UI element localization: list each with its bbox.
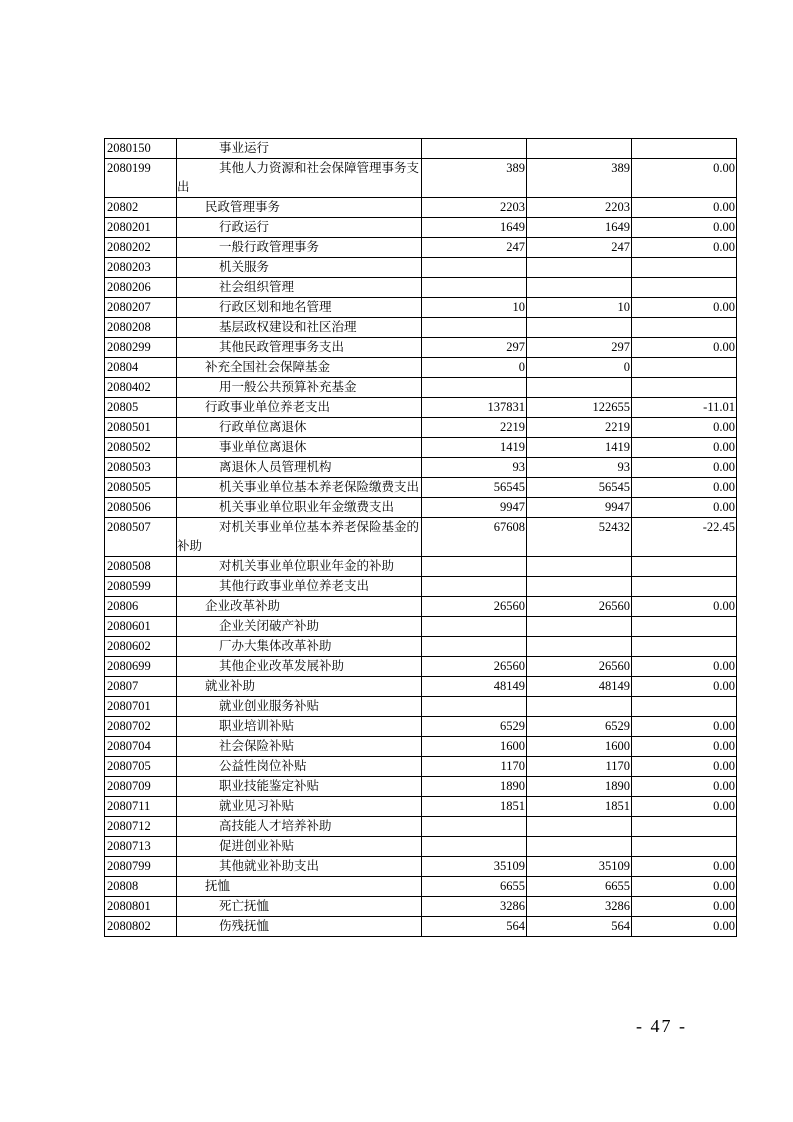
row-change: 0.00: [632, 198, 737, 218]
row-name: 行政单位离退休: [177, 418, 422, 438]
row-value-2: 3286: [527, 897, 632, 917]
table-row: [105, 857, 737, 877]
row-name: 事业单位离退休: [177, 438, 422, 458]
table-row: [105, 458, 737, 478]
row-name: 就业补助: [177, 677, 422, 697]
table-row: [105, 498, 737, 518]
row-code: 2080704: [105, 737, 177, 757]
row-value-1: 389: [422, 159, 527, 198]
page-number: - 47 -: [636, 1016, 687, 1036]
row-value-2: 1851: [527, 797, 632, 817]
row-name: 其他行政事业单位养老支出: [177, 577, 422, 597]
row-value-2: 1890: [527, 777, 632, 797]
row-value-2: 52432: [527, 518, 632, 557]
budget-table: [104, 138, 737, 937]
row-name: 基层政权建设和社区治理: [177, 318, 422, 338]
row-value-1: [422, 278, 527, 298]
row-value-1: 48149: [422, 677, 527, 697]
row-change: 0.00: [632, 777, 737, 797]
row-change: -22.45: [632, 518, 737, 557]
row-value-1: [422, 617, 527, 637]
row-code: 20808: [105, 877, 177, 897]
row-code: 2080201: [105, 218, 177, 238]
row-change: [632, 318, 737, 338]
table-row: [105, 717, 737, 737]
table-row: [105, 338, 737, 358]
table-row: [105, 897, 737, 917]
row-change: 0.00: [632, 478, 737, 498]
row-value-1: 1170: [422, 757, 527, 777]
row-value-1: [422, 139, 527, 159]
row-value-1: [422, 258, 527, 278]
row-name: 公益性岗位补贴: [177, 757, 422, 777]
row-code: 2080202: [105, 238, 177, 258]
row-name: 职业技能鉴定补贴: [177, 777, 422, 797]
row-name: 行政运行: [177, 218, 422, 238]
table-row: [105, 837, 737, 857]
row-name: 伤残抚恤: [177, 917, 422, 937]
row-code: 2080503: [105, 458, 177, 478]
row-value-1: 564: [422, 917, 527, 937]
row-value-2: [527, 378, 632, 398]
row-code: 20804: [105, 358, 177, 378]
row-value-2: 1170: [527, 757, 632, 777]
row-value-1: [422, 697, 527, 717]
row-code: 2080699: [105, 657, 177, 677]
row-name: 对机关事业单位职业年金的补助: [177, 557, 422, 577]
row-value-1: 93: [422, 458, 527, 478]
table-row: [105, 518, 737, 557]
row-code: 20805: [105, 398, 177, 418]
row-change: [632, 278, 737, 298]
row-name: 社会组织管理: [177, 278, 422, 298]
row-code: 2080702: [105, 717, 177, 737]
row-change: 0.00: [632, 597, 737, 617]
row-change: 0.00: [632, 438, 737, 458]
row-value-2: 1419: [527, 438, 632, 458]
row-value-1: 26560: [422, 597, 527, 617]
row-value-1: 2203: [422, 198, 527, 218]
row-name: 离退休人员管理机构: [177, 458, 422, 478]
row-value-1: 6529: [422, 717, 527, 737]
row-code: 2080599: [105, 577, 177, 597]
row-name: 其他民政管理事务支出: [177, 338, 422, 358]
row-name: 对机关事业单位基本养老保险基金的补助: [177, 518, 422, 557]
row-value-2: 247: [527, 238, 632, 258]
row-code: 2080712: [105, 817, 177, 837]
table-row: [105, 817, 737, 837]
row-name: 民政管理事务: [177, 198, 422, 218]
row-name: 厂办大集体改革补助: [177, 637, 422, 657]
row-name: 机关服务: [177, 258, 422, 278]
row-value-1: [422, 637, 527, 657]
row-code: 2080601: [105, 617, 177, 637]
row-code: 2080602: [105, 637, 177, 657]
row-code: 2080206: [105, 278, 177, 298]
row-value-1: 6655: [422, 877, 527, 897]
row-code: 2080203: [105, 258, 177, 278]
row-name: 机关事业单位职业年金缴费支出: [177, 498, 422, 518]
row-change: 0.00: [632, 657, 737, 677]
row-change: [632, 817, 737, 837]
row-value-2: 6529: [527, 717, 632, 737]
row-value-2: [527, 318, 632, 338]
row-code: 2080150: [105, 139, 177, 159]
row-value-1: 137831: [422, 398, 527, 418]
row-value-1: 1851: [422, 797, 527, 817]
row-value-2: 9947: [527, 498, 632, 518]
row-name: 高技能人才培养补助: [177, 817, 422, 837]
row-code: 2080802: [105, 917, 177, 937]
row-value-2: [527, 577, 632, 597]
row-value-2: [527, 557, 632, 577]
row-name: 一般行政管理事务: [177, 238, 422, 258]
row-value-2: 26560: [527, 657, 632, 677]
table-row: [105, 438, 737, 458]
row-value-2: 48149: [527, 677, 632, 697]
row-change: [632, 557, 737, 577]
table-row: [105, 617, 737, 637]
table-row: [105, 797, 737, 817]
row-code: 2080199: [105, 159, 177, 198]
table-row: [105, 557, 737, 577]
table-row: [105, 218, 737, 238]
row-change: 0.00: [632, 677, 737, 697]
row-value-1: [422, 577, 527, 597]
row-value-1: [422, 837, 527, 857]
row-name: 其他就业补助支出: [177, 857, 422, 877]
row-code: 20807: [105, 677, 177, 697]
row-change: [632, 837, 737, 857]
table-row: [105, 478, 737, 498]
row-value-1: [422, 378, 527, 398]
row-code: 2080208: [105, 318, 177, 338]
budget-table-body: [105, 139, 737, 937]
table-row: [105, 418, 737, 438]
row-value-2: 35109: [527, 857, 632, 877]
table-row: [105, 677, 737, 697]
row-value-2: 564: [527, 917, 632, 937]
row-code: 20806: [105, 597, 177, 617]
table-row: [105, 398, 737, 418]
row-code: 2080207: [105, 298, 177, 318]
row-name: 促进创业补贴: [177, 837, 422, 857]
row-value-2: 6655: [527, 877, 632, 897]
table-row: [105, 657, 737, 677]
row-name: 其他企业改革发展补助: [177, 657, 422, 677]
row-name: 就业创业服务补贴: [177, 697, 422, 717]
row-name: 补充全国社会保障基金: [177, 358, 422, 378]
row-code: 2080299: [105, 338, 177, 358]
row-value-1: 67608: [422, 518, 527, 557]
row-value-1: 56545: [422, 478, 527, 498]
row-value-1: [422, 817, 527, 837]
row-value-2: 2203: [527, 198, 632, 218]
row-value-2: 10: [527, 298, 632, 318]
row-change: 0.00: [632, 338, 737, 358]
row-value-2: [527, 637, 632, 657]
table-row: [105, 278, 737, 298]
table-row: [105, 637, 737, 657]
row-code: 2080713: [105, 837, 177, 857]
row-change: 0.00: [632, 857, 737, 877]
row-name: 机关事业单位基本养老保险缴费支出: [177, 478, 422, 498]
row-change: 0.00: [632, 238, 737, 258]
row-name: 企业关闭破产补助: [177, 617, 422, 637]
table-row: [105, 139, 737, 159]
row-change: [632, 637, 737, 657]
row-value-1: 247: [422, 238, 527, 258]
row-change: [632, 378, 737, 398]
row-value-1: 3286: [422, 897, 527, 917]
row-code: 2080801: [105, 897, 177, 917]
row-code: 2080709: [105, 777, 177, 797]
table-row: [105, 198, 737, 218]
row-code: 2080402: [105, 378, 177, 398]
row-code: 2080501: [105, 418, 177, 438]
table-row: [105, 577, 737, 597]
row-value-1: 2219: [422, 418, 527, 438]
row-code: 2080711: [105, 797, 177, 817]
row-value-2: 122655: [527, 398, 632, 418]
row-value-2: [527, 617, 632, 637]
row-change: 0.00: [632, 218, 737, 238]
row-name: 就业见习补贴: [177, 797, 422, 817]
row-change: 0.00: [632, 757, 737, 777]
table-row: [105, 358, 737, 378]
row-change: 0.00: [632, 498, 737, 518]
row-value-2: [527, 697, 632, 717]
row-value-1: 26560: [422, 657, 527, 677]
table-row: [105, 378, 737, 398]
row-name: 事业运行: [177, 139, 422, 159]
row-value-2: 0: [527, 358, 632, 378]
row-value-2: 93: [527, 458, 632, 478]
row-value-1: [422, 557, 527, 577]
row-code: 20802: [105, 198, 177, 218]
row-name: 企业改革补助: [177, 597, 422, 617]
row-value-1: 1419: [422, 438, 527, 458]
row-change: 0.00: [632, 159, 737, 198]
row-change: 0.00: [632, 717, 737, 737]
row-name: 抚恤: [177, 877, 422, 897]
row-change: 0.00: [632, 797, 737, 817]
table-row: [105, 757, 737, 777]
row-change: 0.00: [632, 737, 737, 757]
row-name: 行政事业单位养老支出: [177, 398, 422, 418]
row-value-2: 56545: [527, 478, 632, 498]
row-code: 2080701: [105, 697, 177, 717]
row-change: 0.00: [632, 298, 737, 318]
row-value-1: 10: [422, 298, 527, 318]
row-value-2: 1649: [527, 218, 632, 238]
row-value-2: [527, 837, 632, 857]
table-row: [105, 737, 737, 757]
row-value-1: 1600: [422, 737, 527, 757]
row-value-2: [527, 139, 632, 159]
table-row: [105, 298, 737, 318]
table-row: [105, 597, 737, 617]
row-name: 职业培训补贴: [177, 717, 422, 737]
row-value-1: 1890: [422, 777, 527, 797]
row-name: 用一般公共预算补充基金: [177, 378, 422, 398]
row-change: 0.00: [632, 877, 737, 897]
table-row: [105, 318, 737, 338]
row-code: 2080505: [105, 478, 177, 498]
table-row: [105, 159, 737, 198]
table-row: [105, 697, 737, 717]
row-name: 死亡抚恤: [177, 897, 422, 917]
table-row: [105, 238, 737, 258]
row-value-1: 35109: [422, 857, 527, 877]
row-change: [632, 358, 737, 378]
row-value-2: [527, 817, 632, 837]
row-change: [632, 139, 737, 159]
table-row: [105, 258, 737, 278]
row-value-2: 1600: [527, 737, 632, 757]
row-change: [632, 258, 737, 278]
row-change: 0.00: [632, 897, 737, 917]
row-change: [632, 577, 737, 597]
row-change: 0.00: [632, 917, 737, 937]
row-value-2: [527, 258, 632, 278]
row-change: [632, 617, 737, 637]
row-code: 2080507: [105, 518, 177, 557]
row-value-2: [527, 278, 632, 298]
row-value-2: 2219: [527, 418, 632, 438]
row-name: 社会保险补贴: [177, 737, 422, 757]
table-row: [105, 877, 737, 897]
row-change: -11.01: [632, 398, 737, 418]
row-value-2: 389: [527, 159, 632, 198]
row-value-1: 0: [422, 358, 527, 378]
row-change: 0.00: [632, 458, 737, 478]
table-row: [105, 777, 737, 797]
row-value-1: 1649: [422, 218, 527, 238]
row-value-1: 9947: [422, 498, 527, 518]
row-code: 2080799: [105, 857, 177, 877]
row-value-1: [422, 318, 527, 338]
row-value-1: 297: [422, 338, 527, 358]
row-value-2: 26560: [527, 597, 632, 617]
row-code: 2080502: [105, 438, 177, 458]
row-code: 2080506: [105, 498, 177, 518]
table-row: [105, 917, 737, 937]
row-code: 2080705: [105, 757, 177, 777]
row-value-2: 297: [527, 338, 632, 358]
row-change: 0.00: [632, 418, 737, 438]
row-code: 2080508: [105, 557, 177, 577]
row-change: [632, 697, 737, 717]
row-name: 行政区划和地名管理: [177, 298, 422, 318]
row-name: 其他人力资源和社会保障管理事务支出: [177, 159, 422, 198]
